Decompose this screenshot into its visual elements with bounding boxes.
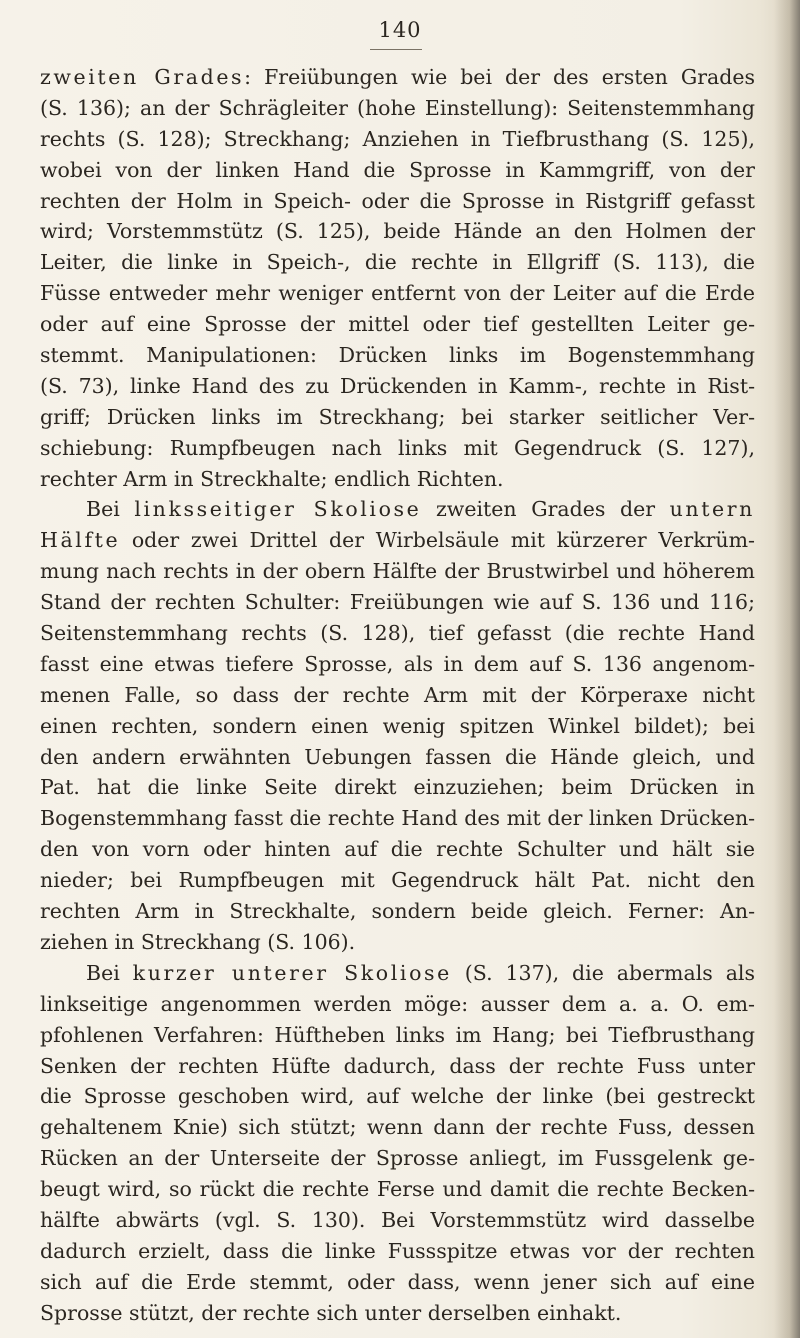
text-line (40, 896, 755, 927)
text-segment: dadurch erzielt, dass die linke Fussspitze etwas vor der rechten (40, 1238, 755, 1263)
text-segment: den von vorn oder hinten auf die rechte Schulter und hält sie (40, 837, 755, 862)
text-segment: mung nach rechts in der obern Hälfte der Brustwirbel und höherem (40, 559, 755, 584)
text-segment: rechten der Holm in Speich- oder die Sprosse in Ristgriff gefasst (40, 188, 755, 213)
text-line (40, 309, 755, 340)
text-segment: Seitenstemmhang rechts (S. 128), tief gefasst (die rechte Hand (40, 621, 755, 646)
text-segment: den andern erwähnten Uebungen fassen die Hände gleich, und (40, 744, 755, 769)
text-segment: nieder; bei Rumpfbeugen mit Gegendruck hält Pat. nicht den (40, 868, 755, 893)
text-line (40, 124, 755, 155)
text-line (40, 927, 755, 958)
text-line (40, 494, 755, 525)
text-segment: oder zwei Drittel der Wirbelsäule mit kürzerer Verkrüm- (120, 528, 755, 553)
text-line (40, 93, 755, 124)
text-line (40, 155, 755, 186)
text-line (40, 402, 755, 433)
page-number: 140 (378, 18, 422, 42)
text-segment: einen rechten, sondern einen wenig spitzen Winkel bildet); bei (40, 713, 755, 738)
text-line (40, 772, 755, 803)
text-line (40, 525, 755, 556)
text-line (40, 62, 755, 93)
text-line (40, 834, 755, 865)
text-segment: zweiten Grades der (421, 497, 670, 522)
text-line (40, 649, 755, 680)
text-segment: menen Falle, so dass der rechte Arm mit der Körperaxe nicht (40, 682, 755, 707)
text-segment: Bei (86, 960, 133, 985)
text-line (40, 1143, 755, 1174)
text-segment: Bei (86, 497, 135, 522)
text-line (40, 216, 755, 247)
text-line (40, 803, 755, 834)
text-segment: (S. 73), linke Hand des zu Drückenden in Kamm-, rechte in Rist- (40, 373, 755, 398)
spaced-emphasis: Hälfte (40, 528, 121, 553)
text-line (40, 1081, 755, 1112)
text-line (40, 618, 755, 649)
text-segment: hälfte abwärts (vgl. S. 130). Bei Vorstemmstütz wird dasselbe (40, 1207, 755, 1232)
text-line (40, 1267, 755, 1298)
text-segment: stemmt. Manipulationen: Drücken links im Bogenstemmhang (40, 343, 755, 368)
text-segment: : Freiübungen wie bei der des ersten Grades (244, 65, 755, 89)
text-line (40, 1298, 755, 1329)
text-segment: gehaltenem Knie) sich stützt; wenn dann der rechte Fuss, dessen (40, 1115, 755, 1140)
text-line (40, 1205, 755, 1236)
text-segment: Stand der rechten Schulter: Freiübungen wie auf S. 136 und 116; (40, 590, 755, 615)
text-segment: ziehen in Streckhang (S. 106). (40, 929, 356, 954)
text-segment: (S. 137), die abermals als (451, 960, 755, 985)
text-line (40, 186, 755, 217)
text-line (40, 587, 755, 618)
text-segment: Bogenstemmhang fasst die rechte Hand des mit der linken Drücken- (40, 806, 756, 831)
text-line (40, 711, 755, 742)
text-line (40, 1112, 755, 1143)
text-segment: wird; Vorstemmstütz (S. 125), beide Hände an den Holmen der (40, 219, 755, 244)
text-line (40, 340, 755, 371)
text-line (40, 989, 755, 1020)
text-line (40, 247, 755, 278)
text-segment: rechts (S. 128); Streckhang; Anziehen in Tiefbrusthang (S. 125), (40, 126, 755, 151)
text-segment: schiebung: Rumpfbeugen nach links mit Gegendruck (S. 127), (40, 435, 755, 460)
text-line (40, 742, 755, 773)
text-segment: rechter Arm in Streckhalte; endlich Richten. (40, 466, 504, 491)
text-line (40, 680, 755, 711)
text-line (40, 433, 755, 464)
text-line (40, 278, 755, 309)
text-line (40, 464, 755, 495)
text-segment: Senken der rechten Hüfte dadurch, dass der rechte Fuss unter (40, 1053, 755, 1078)
text-segment: linkseitige angenommen werden möge: ausser dem a. a. O. em- (40, 991, 755, 1016)
text-segment: beugt wird, so rückt die rechte Ferse und damit die rechte Becken- (40, 1177, 755, 1202)
spaced-emphasis: kurzer unterer Skoliose (132, 960, 452, 985)
spaced-emphasis: linksseitiger Skoliose (134, 497, 422, 522)
text-segment: (S. 136); an der Schrägleiter (hohe Einstellung): Seitenstemmhang (40, 95, 755, 120)
text-line (40, 1236, 755, 1267)
page-edge-shadow (774, 0, 800, 1338)
text-segment: oder auf eine Sprosse der mittel oder tief gestellten Leiter ge- (40, 312, 755, 337)
spaced-emphasis: untern (669, 497, 755, 522)
text-segment: Leiter, die linke in Speich-, die rechte in Ellgriff (S. 113), die (40, 250, 755, 275)
text-segment: sich auf die Erde stemmt, oder dass, wenn jener sich auf eine (40, 1269, 755, 1294)
text-segment: Sprosse stützt, der rechte sich unter derselben einhakt. (40, 1300, 622, 1325)
header-rule (370, 49, 422, 50)
text-segment: Füsse entweder mehr weniger entfernt von der Leiter auf die Erde (40, 281, 755, 306)
text-line (40, 1174, 755, 1205)
text-line (40, 1051, 755, 1082)
body-text (40, 62, 755, 1329)
spaced-emphasis: zweiten Grades (40, 65, 245, 89)
text-segment: wobei von der linken Hand die Sprosse in Kammgriff, von der (40, 157, 755, 182)
text-segment: pfohlenen Verfahren: Hüftheben links im Hang; bei Tiefbrusthang (40, 1022, 755, 1047)
text-line (40, 556, 755, 587)
text-line (40, 958, 755, 989)
text-segment: griff; Drücken links im Streckhang; bei starker seitlicher Ver- (40, 404, 755, 429)
text-segment: die Sprosse geschoben wird, auf welche der linke (bei gestreckt (40, 1084, 755, 1109)
text-line (40, 1020, 755, 1051)
text-segment: fasst eine etwas tiefere Sprosse, als in dem auf S. 136 angenom- (40, 651, 755, 676)
text-line (40, 371, 755, 402)
text-segment: Rücken an der Unterseite der Sprosse anliegt, im Fussgelenk ge- (40, 1146, 755, 1171)
text-line (40, 865, 755, 896)
text-segment: rechten Arm in Streckhalte, sondern beide gleich. Ferner: An- (40, 899, 755, 924)
text-segment: Pat. hat die linke Seite direkt einzuziehen; beim Drücken in (40, 775, 755, 800)
